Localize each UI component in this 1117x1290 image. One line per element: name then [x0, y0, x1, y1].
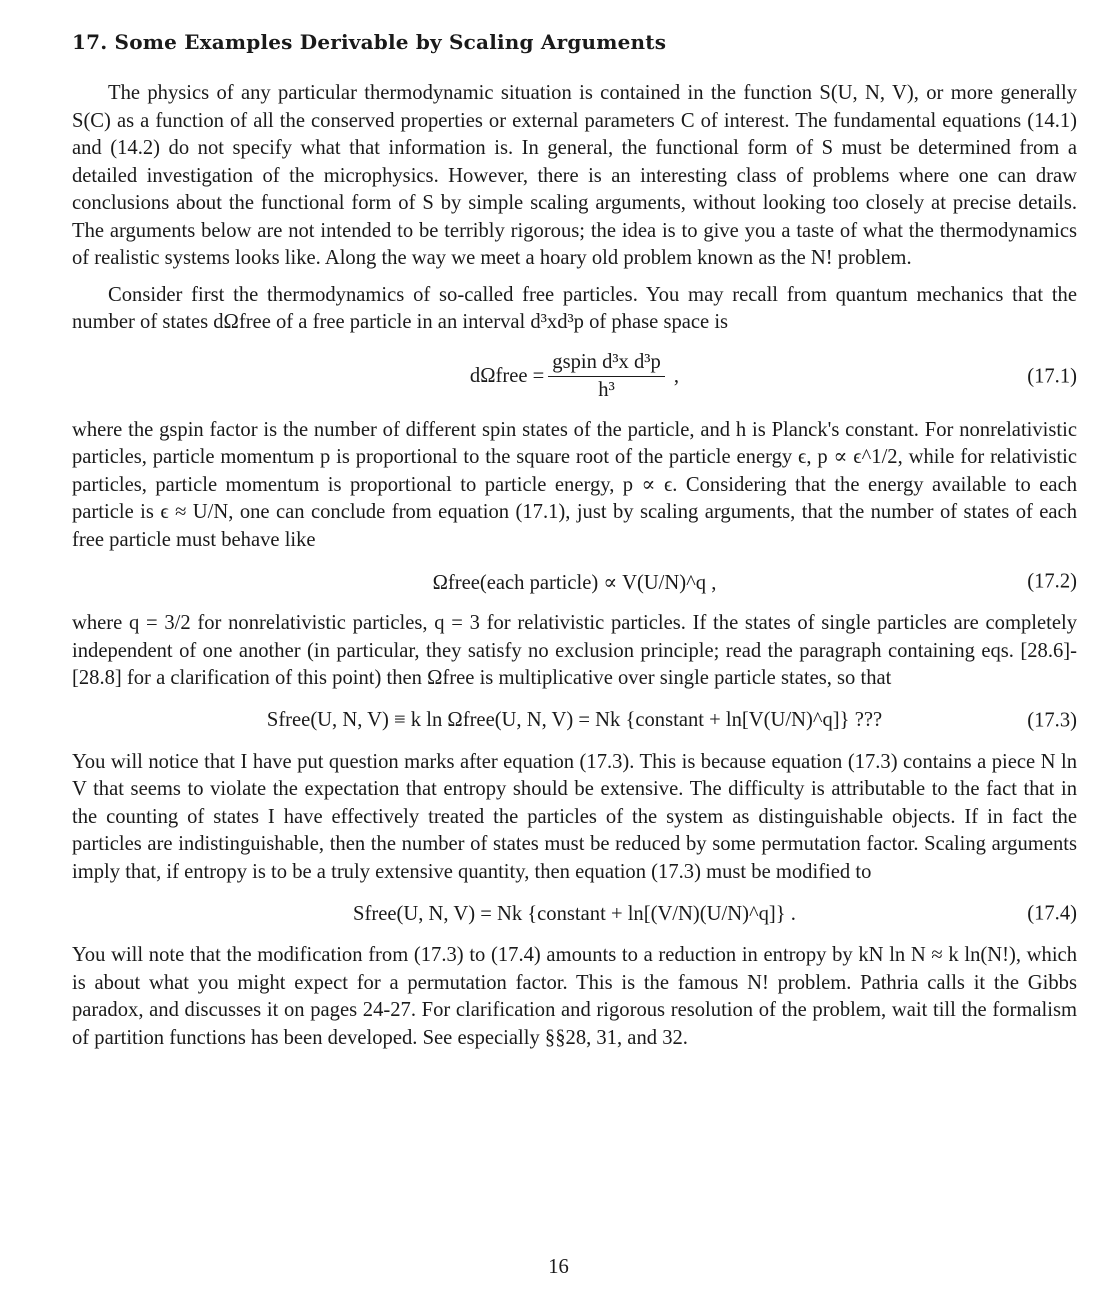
eq2-number: (17.2): [1027, 570, 1077, 593]
section-title: 17. Some Examples Derivable by Scaling Arguments: [72, 30, 667, 54]
paragraph-2: Consider first the thermodynamics of so-called free particles. You may recall from quantum mechanics that the number of states dΩfree of a free particle in an interval d³xd³p of phase space is: [72, 283, 1077, 333]
paragraph-4: where q = 3/2 for nonrelativistic particles, q = 3 for relativistic particles. If the states of single particles are completely independent of one another (in particular, they satisfy no exclusion principle; read the paragraph containing eqs. [28.6]-[28.8] for a clarification of this point) then Ωfree is multiplicative over single particle states, so that: [72, 612, 1077, 689]
paragraph-3: where the gspin factor is the number of different spin states of the particle, and h is Planck's constant. For nonrelativistic particles, particle momentum p is proportional to the square root of the particle energy ϵ, p ∝ ϵ^1/2, while for relativistic particles, particle momentum is proportional to particle energy, p ∝ ϵ. Considering that the energy available to each particle is ϵ ≈ U/N, one can conclude from equation (17.1), just by scaling arguments, that the number of states of each free particle must behave like: [72, 418, 1077, 551]
page-number: 16: [548, 1256, 569, 1278]
eq4-number: (17.4): [1027, 902, 1077, 925]
equation-17-1: dΩfree = $\frac{\text{gspin d³x d³p}}{\text{h³}}$ , (17.1): [469, 351, 1077, 401]
eq1-fraction: [548, 351, 664, 402]
page-body: [72, 30, 1077, 1052]
paragraph-5: You will notice that I have put question marks after equation (17.3). This is because equation (17.3) contains a piece N ln V that seems to violate the expectation that entropy should be extensive. The difficulty is attributable to the fact that in the counting of states I have effectively treated the particles of the system as distinguishable objects. If in fact the particles are indistinguishable, then the number of states must be reduced by some permutation factor. Scaling arguments imply that, if entropy is to be a truly extensive quantity, then equation (17.3) must be modified to: [72, 750, 1077, 883]
paragraph-6: You will note that the modification from (17.3) to (17.4) amounts to a reduction in entropy by kN ln N ≈ k ln(N!), which is about what you might expect for a permutation factor. This is the famous N! problem. Pathria calls it the Gibbs paradox, and discusses it on pages 24-27. For clarification and rigorous resolution of the problem, wait till the formalism of partition functions has been developed. See especially §§28, 31, and 32.: [72, 944, 1077, 1049]
eq4-body: Sfree(U, N, V) = Nk {constant + ln[(V/N)(U/N)^q]} .: [353, 902, 796, 925]
eq1-number: (17.1): [1027, 365, 1077, 387]
eq3-number: (17.3): [1027, 709, 1077, 731]
eq1-denominator: h³: [598, 379, 615, 401]
equation-17-3: [72, 693, 1077, 749]
eq1-lhs: dΩfree =: [469, 365, 545, 387]
eq2-body: Ωfree(each particle) ∝ V(U/N)^q ,: [432, 571, 717, 594]
eq1-numerator: gspin d³x d³p: [548, 351, 664, 377]
equation-17-4: [72, 886, 1077, 942]
equation-17-2: [72, 554, 1077, 610]
paragraph-1: The physics of any particular thermodynamic situation is contained in the function S(U, N, V), or more generally S(C) as a function of all the conserved properties or external parameters C of interest. The fundamental equations (14.1) and (14.2) do not specify what that information is. In general, the functional form of S must be determined from a detailed investigation of the microphysics. However, there is an interesting class of problems where one can draw conclusions about the functional form of S by simple scaling arguments, without looking too closely at precise details. The arguments below are not intended to be terribly rigorous; the idea is to give you a taste of what the thermodynamics of realistic systems looks like. Along the way we meet a hoary old problem known as the N! problem.: [72, 82, 1077, 269]
eq3-body: Sfree(U, N, V) ≡ k ln Ωfree(U, N, V) = Nk {constant + ln[V(U/N)^q]} ???: [266, 709, 883, 731]
